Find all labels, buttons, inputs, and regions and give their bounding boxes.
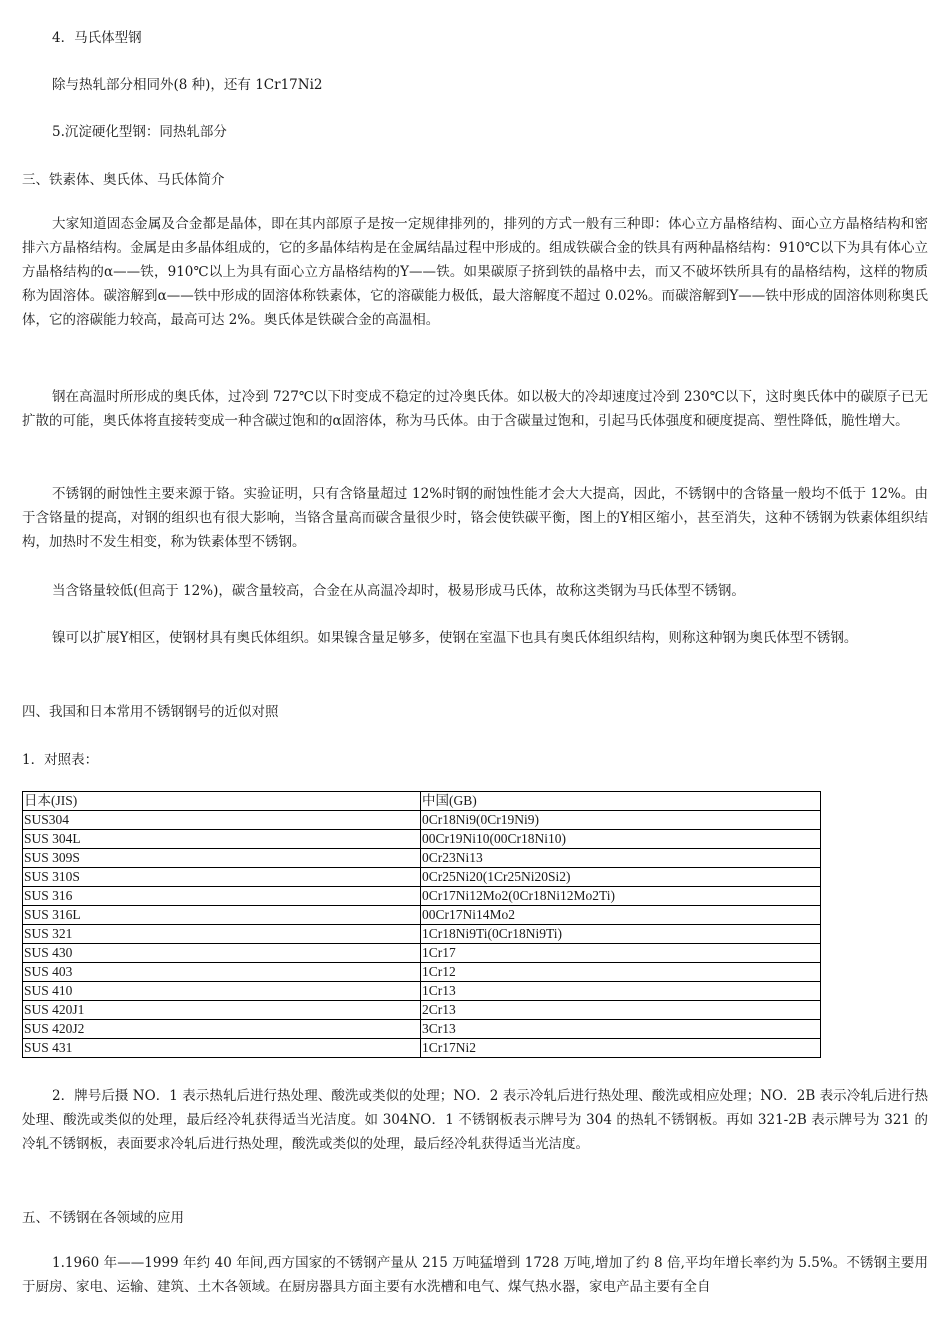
gb-cell: 0Cr18Ni9(0Cr19Ni9) <box>421 811 821 830</box>
item-5-precipitation: 5.沉淀硬化型钢：同热轧部分 <box>52 124 227 140</box>
paragraph-chromium: 不锈钢的耐蚀性主要来源于铬。实验证明，只有含铬量超过 12%时钢的耐蚀性能才会大大提高，因此，不锈钢中的含铬量一般均不低于 12%。由于含铬量的提高，对钢的组织也有很大影响，当铬含量高而碳含量很少时，铬会使铁碳平衡，图上的Υ相区缩小，甚至消失，这种不锈钢为铁素体组织结构，加热时不发生相变，称为铁素体型不锈钢。 <box>22 486 928 550</box>
table-caption: 1．对照表： <box>22 752 99 768</box>
paragraph-low-chromium: 当含铬量较低(但高于 12%)，碳含量较高，合金在从高温冷却时，极易形成马氏体，故称这类钢为马氏体型不锈钢。 <box>52 583 745 599</box>
paragraph-nickel: 镍可以扩展Υ相区，使钢材具有奥氏体组织。如果镍含量足够多，使钢在室温下也具有奥氏体组织结构，则称这种钢为奥氏体型不锈钢。 <box>52 630 858 646</box>
jis-cell: SUS 420J2 <box>23 1020 421 1039</box>
gb-cell: 0Cr23Ni13 <box>421 849 821 868</box>
table-header-row <box>23 792 821 811</box>
paragraph-suffix-notation: 2．牌号后摄 NO．1 表示热轧后进行热处理、酸洗或类似的处理；NO．2 表示冷轧后进行热处理、酸洗或相应处理；NO．2B 表示冷轧后进行热处理、酸洗或类似的处理，最后经冷轧获得适当光洁度。如 304NO．1 不锈钢板表示牌号为 304 的热轧不锈钢板。再如 321-2B 表示牌号为 321 的冷轧不锈钢板，表面要求冷轧后进行热处理，酸洗或类似的处理，最后经冷轧获得适当光洁度。 <box>22 1088 928 1152</box>
table-row <box>23 849 821 868</box>
table-row <box>23 906 821 925</box>
jis-cell: SUS 310S <box>23 868 421 887</box>
jis-cell: SUS 431 <box>23 1039 421 1058</box>
jis-cell: SUS 309S <box>23 849 421 868</box>
table-row <box>23 963 821 982</box>
table-row <box>23 811 821 830</box>
paragraph-applications: 1.1960 年——1999 年约 40 年间,西方国家的不锈钢产量从 215 万吨猛增到 1728 万吨,增加了约 8 倍,平均年增长率约为 5.5%。不锈钢主要用于厨房、家电、运输、建筑、土木各领域。在厨房器具方面主要有水洗槽和电气、煤气热水器，家电产品主要有全自 <box>22 1255 928 1295</box>
table-row <box>23 868 821 887</box>
jis-cell: SUS 316 <box>23 887 421 906</box>
section-4-heading-cn-jp: 四、我国和日本常用不锈钢钢号的近似对照 <box>22 704 279 720</box>
gb-cell: 3Cr13 <box>421 1020 821 1039</box>
gb-cell: 0Cr17Ni12Mo2(0Cr18Ni12Mo2Ti) <box>421 887 821 906</box>
table-row <box>23 830 821 849</box>
table-row <box>23 1039 821 1058</box>
table-row <box>23 1001 821 1020</box>
jis-cell: SUS 430 <box>23 944 421 963</box>
header-jis: 日本(JIS) <box>23 792 421 811</box>
jis-cell: SUS 316L <box>23 906 421 925</box>
jis-cell: SUS 304L <box>23 830 421 849</box>
section-5-heading: 五、不锈钢在各领域的应用 <box>22 1210 184 1226</box>
section-3-heading: 三、铁素体、奥氏体、马氏体简介 <box>22 172 225 188</box>
gb-cell: 1Cr18Ni9Ti(0Cr18Ni9Ti) <box>421 925 821 944</box>
martensitic-note: 除与热轧部分相同外(8 种)，还有 1Cr17Ni2 <box>52 77 323 93</box>
header-gb: 中国(GB) <box>421 792 821 811</box>
jis-cell: SUS 410 <box>23 982 421 1001</box>
table-row <box>23 1020 821 1039</box>
jis-cell: SUS 321 <box>23 925 421 944</box>
jis-cell: SUS 403 <box>23 963 421 982</box>
section-4-heading: 4．马氏体型钢 <box>52 30 142 46</box>
gb-cell: 00Cr17Ni14Mo2 <box>421 906 821 925</box>
paragraph-martensite: 钢在高温时所形成的奥氏体，过冷到 727℃以下时变成不稳定的过冷奥氏体。如以极大的冷却速度过冷到 230℃以下，这时奥氏体中的碳原子已无扩散的可能，奥氏体将直接转变成一种含碳过饱和的α固溶体，称为马氏体。由于含碳量过饱和，引起马氏体强度和硬度提高、塑性降低，脆性增大。 <box>22 389 928 429</box>
jis-cell: SUS 420J1 <box>23 1001 421 1020</box>
gb-cell: 00Cr19Ni10(00Cr18Ni10) <box>421 830 821 849</box>
table-row <box>23 944 821 963</box>
paragraph-crystal-structure: 大家知道固态金属及合金都是晶体，即在其内部原子是按一定规律排列的，排列的方式一般有三种即：体心立方晶格结构、面心立方晶格结构和密排六方晶格结构。金属是由多晶体组成的，它的多晶体结构是在金属结晶过程中形成的。组成铁碳合金的铁具有两种晶格结构：910℃以下为具有体心立方晶格结构的α——铁，910℃以上为具有面心立方晶格结构的Υ——铁。如果碳原子挤到铁的晶格中去，而又不破坏铁所具有的晶格结构，这样的物质称为固溶体。碳溶解到α——铁中形成的固溶体称铁素体，它的溶碳能力极低，最大溶解度不超过 0.02%。而碳溶解到Υ——铁中形成的固溶体则称奥氏体，它的溶碳能力较高，最高可达 2%。奥氏体是铁碳合金的高温相。 <box>22 216 928 328</box>
table-row <box>23 982 821 1001</box>
gb-cell: 1Cr13 <box>421 982 821 1001</box>
jis-cell: SUS304 <box>23 811 421 830</box>
gb-cell: 0Cr25Ni20(1Cr25Ni20Si2) <box>421 868 821 887</box>
table-row <box>23 925 821 944</box>
gb-cell: 1Cr12 <box>421 963 821 982</box>
grade-comparison-table <box>22 791 821 1058</box>
gb-cell: 2Cr13 <box>421 1001 821 1020</box>
gb-cell: 1Cr17Ni2 <box>421 1039 821 1058</box>
table-row <box>23 887 821 906</box>
gb-cell: 1Cr17 <box>421 944 821 963</box>
